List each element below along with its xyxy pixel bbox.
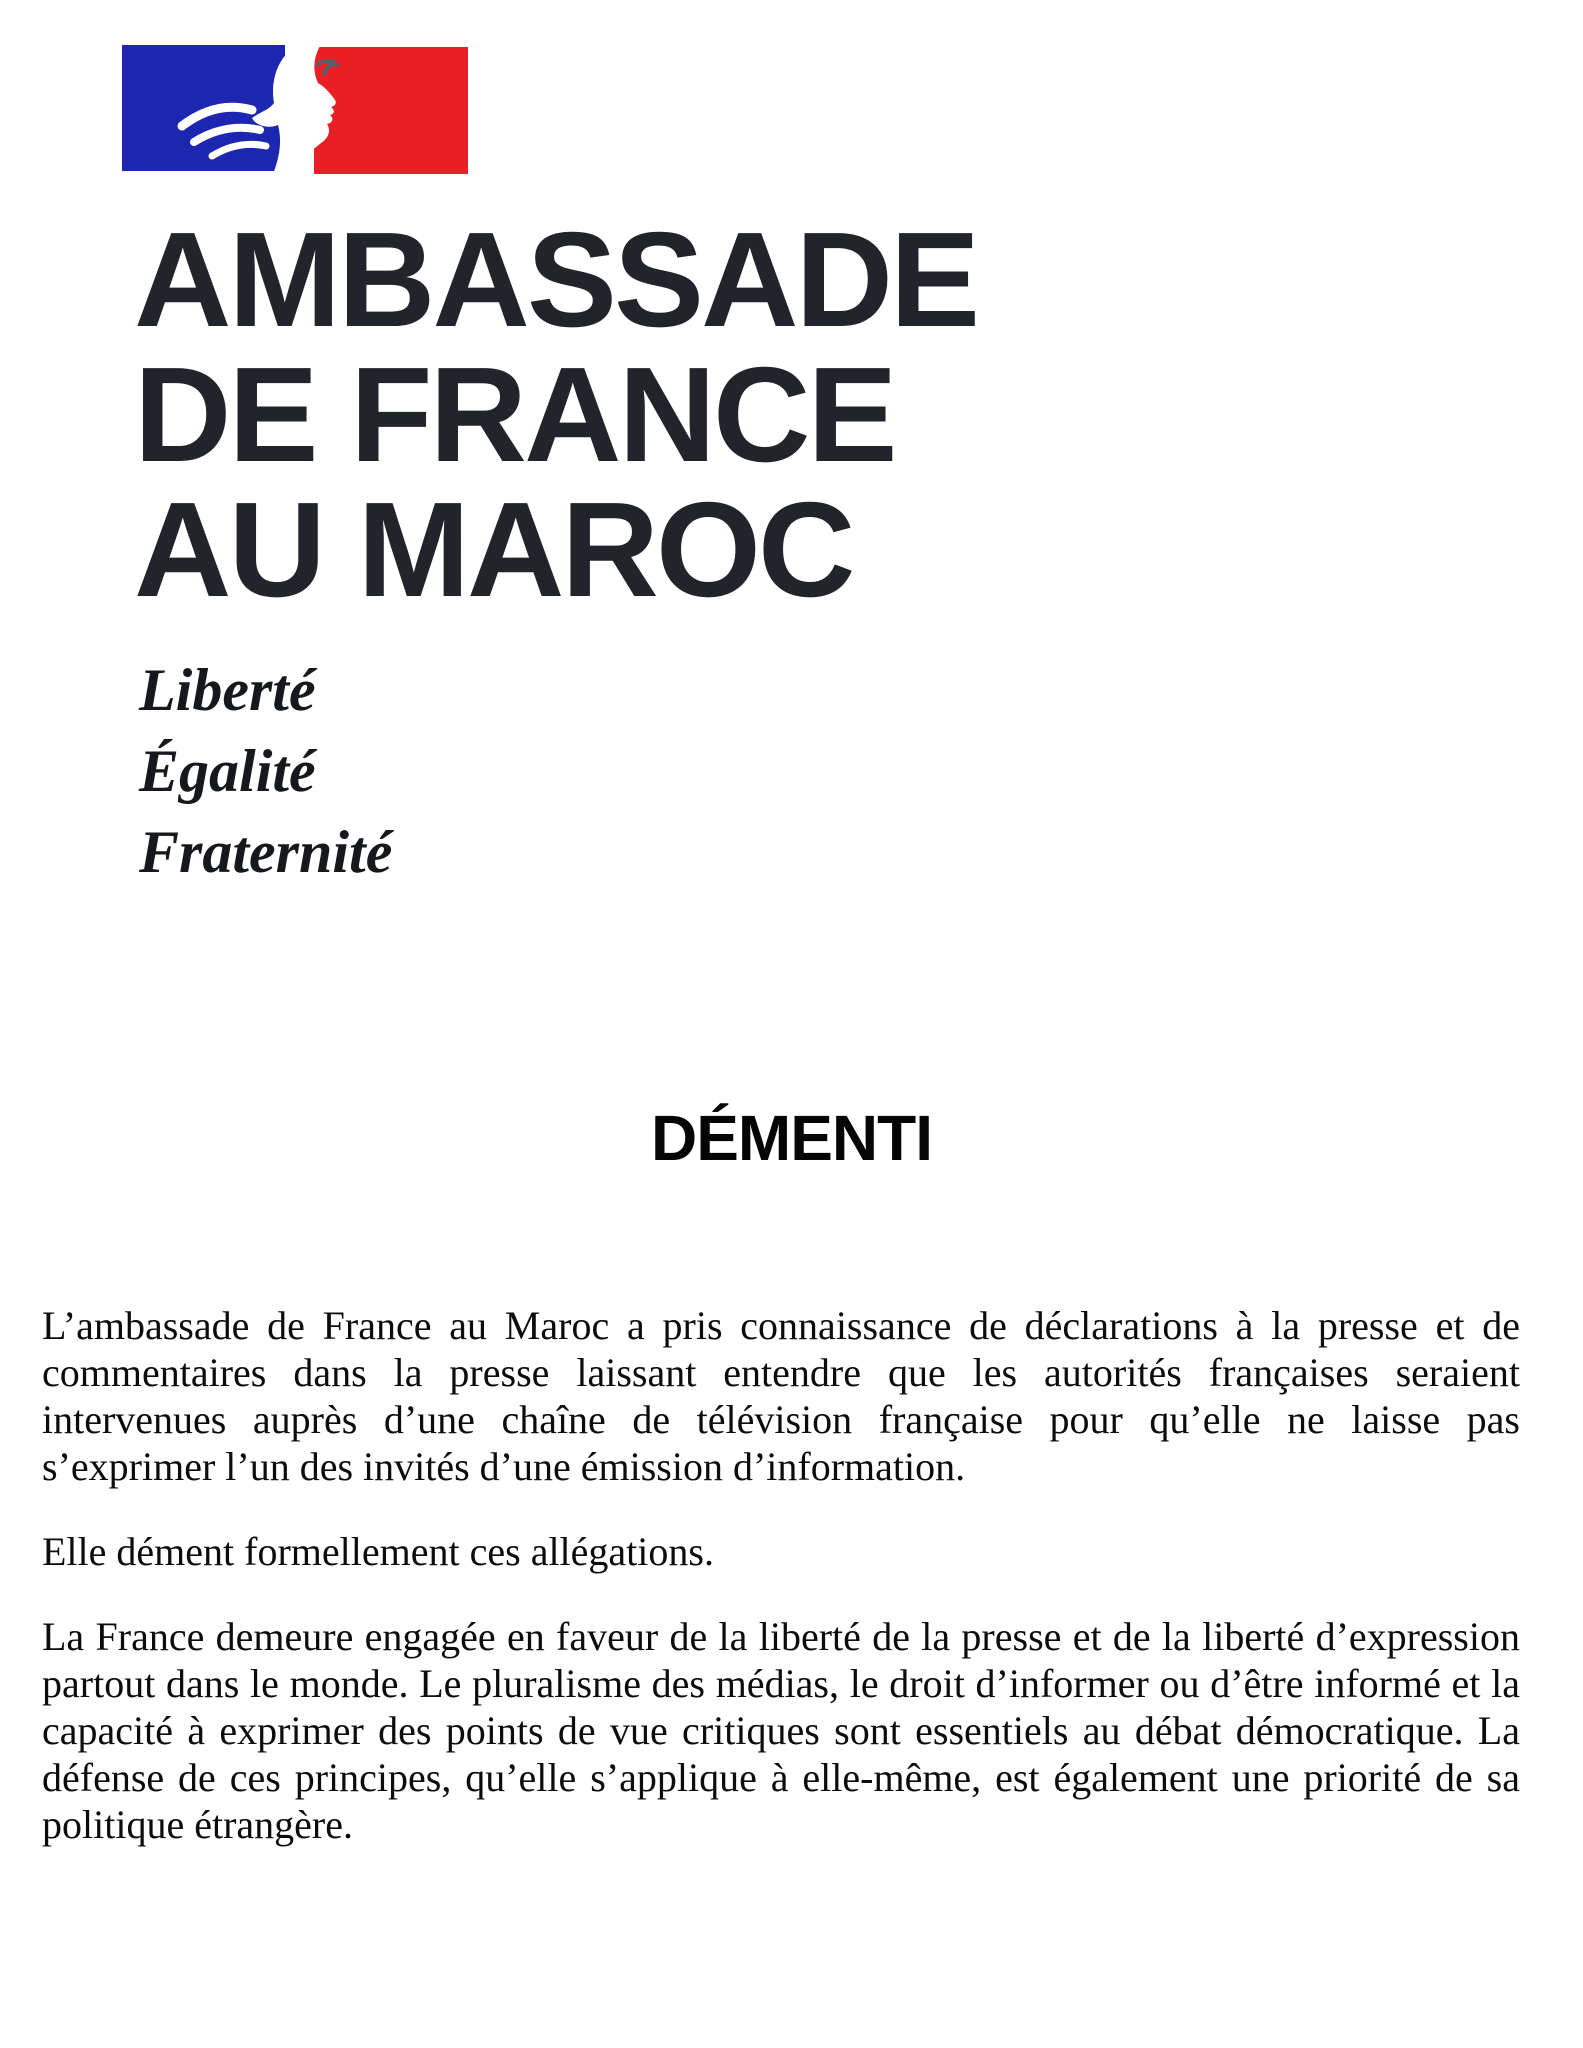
motto-line-egalite: Égalité [139,738,316,804]
communique-title: DÉMENTI [651,1102,932,1174]
wordmark-line-ambassade: AMBASSADE [134,204,978,355]
paragraph-denial: Elle dément formellement ces allégations. [42,1529,714,1574]
wordmark-line-de-france: DE FRANCE [134,339,895,490]
wordmark-line-au-maroc: AU MAROC [134,474,853,625]
communique-body [42,1302,1520,1886]
embassy-wordmark [134,204,978,625]
paragraph-press-freedom: La France demeure engagée en faveur de la liberté de la presse et de la liberté d’expression partout dans le monde. Le pluralisme des médias, le droit d’informer ou d’être informé et la capacité à exprimer des points de vue critiques sont essentiels au débat démocratique. La défense de ces principes, qu’elle s’applique à elle-même, est également une priorité de sa politique étrangère. [42,1614,1520,1847]
motto-line-fraternite: Fraternité [139,819,393,885]
paragraph-allegations: L’ambassade de France au Maroc a pris connaissance de déclarations à la presse et de commentaires dans la presse laissant entendre que les autorités françaises seraient intervenues auprès d’une chaîne de télévision française pour qu’elle ne laisse pas s’exprimer l’un des invités d’une émission d’information. [42,1303,1520,1489]
motto-line-liberte: Liberté [139,657,316,723]
french-republic-logo-icon [122,44,468,174]
logo-red-block [314,47,468,174]
logo-blue-block [122,45,285,171]
republic-motto [139,650,392,893]
